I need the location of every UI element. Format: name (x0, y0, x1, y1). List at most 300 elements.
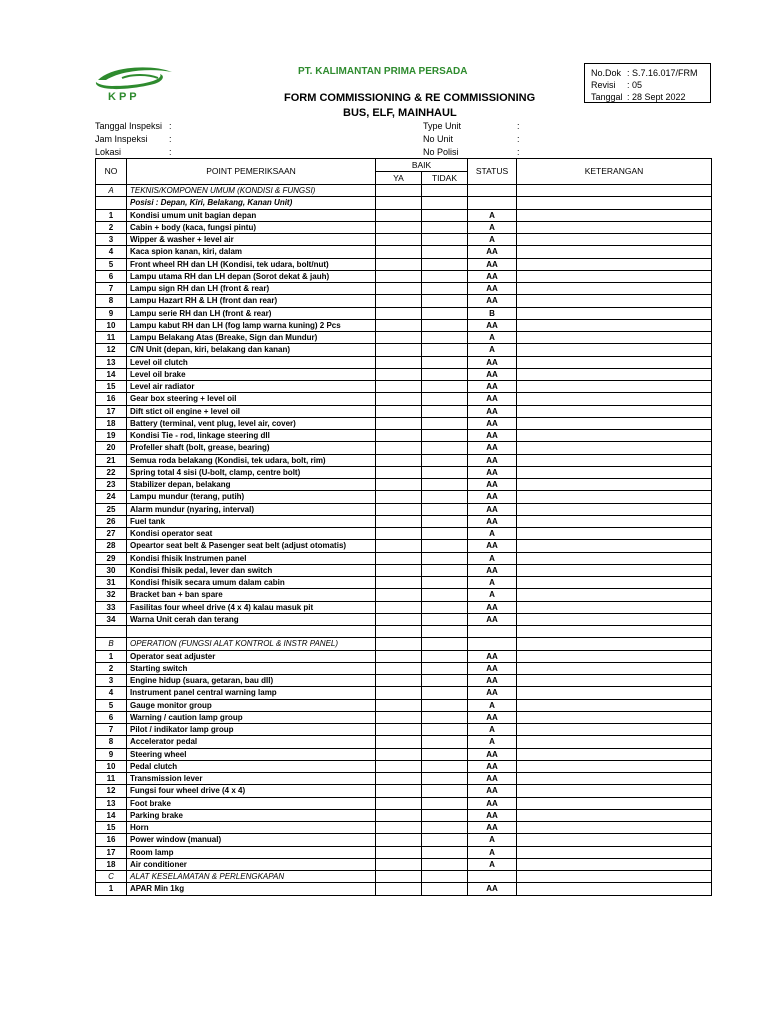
row-ya-cell[interactable] (376, 626, 422, 638)
table-row (96, 577, 712, 589)
row-status: AA (468, 822, 517, 834)
table-row (96, 687, 712, 699)
row-ya-cell[interactable] (376, 846, 422, 858)
row-ya-cell[interactable] (376, 209, 422, 221)
row-keterangan-cell[interactable] (517, 589, 712, 601)
row-keterangan-cell[interactable] (517, 197, 712, 209)
row-keterangan-cell[interactable] (517, 626, 712, 638)
row-no: C (96, 871, 127, 883)
row-keterangan-cell[interactable] (517, 503, 712, 515)
row-keterangan-cell[interactable] (517, 662, 712, 674)
row-tidak-cell[interactable] (422, 809, 468, 821)
row-tidak-cell[interactable] (422, 368, 468, 380)
table-row (96, 711, 712, 723)
row-keterangan-cell[interactable] (517, 724, 712, 736)
row-no: 21 (96, 454, 127, 466)
row-tidak-cell[interactable] (422, 430, 468, 442)
row-no: 4 (96, 246, 127, 258)
row-tidak-cell[interactable] (422, 393, 468, 405)
row-status: AA (468, 883, 517, 895)
row-no: 5 (96, 258, 127, 270)
table-row (96, 699, 712, 711)
row-point: Posisi : Depan, Kiri, Belakang, Kanan Unit) (127, 197, 376, 209)
row-keterangan-cell[interactable] (517, 846, 712, 858)
row-tidak-cell[interactable] (422, 491, 468, 503)
row-tidak-cell[interactable] (422, 650, 468, 662)
row-no: 12 (96, 785, 127, 797)
row-tidak-cell[interactable] (422, 736, 468, 748)
row-no: 34 (96, 613, 127, 625)
row-point: APAR Min 1kg (127, 883, 376, 895)
row-tidak-cell[interactable] (422, 246, 468, 258)
row-ya-cell[interactable] (376, 834, 422, 846)
row-keterangan-cell[interactable] (517, 332, 712, 344)
info-colon: : (517, 134, 520, 144)
row-keterangan-cell[interactable] (517, 540, 712, 552)
row-status: AA (468, 491, 517, 503)
row-tidak-cell[interactable] (422, 381, 468, 393)
row-tidak-cell[interactable] (422, 785, 468, 797)
row-ya-cell[interactable] (376, 405, 422, 417)
row-ya-cell[interactable] (376, 368, 422, 380)
row-ya-cell[interactable] (376, 258, 422, 270)
row-keterangan-cell[interactable] (517, 748, 712, 760)
row-tidak-cell[interactable] (422, 295, 468, 307)
row-keterangan-cell[interactable] (517, 295, 712, 307)
row-no: 20 (96, 442, 127, 454)
row-status: A (468, 724, 517, 736)
row-keterangan-cell[interactable] (517, 552, 712, 564)
row-keterangan-cell[interactable] (517, 638, 712, 650)
row-ya-cell[interactable] (376, 773, 422, 785)
row-keterangan-cell[interactable] (517, 858, 712, 870)
row-keterangan-cell[interactable] (517, 356, 712, 368)
header-no: NO (96, 159, 127, 185)
row-no: 5 (96, 699, 127, 711)
row-tidak-cell[interactable] (422, 283, 468, 295)
row-point: Power window (manual) (127, 834, 376, 846)
table-row (96, 883, 712, 895)
row-tidak-cell[interactable] (422, 258, 468, 270)
row-tidak-cell[interactable] (422, 822, 468, 834)
row-tidak-cell[interactable] (422, 687, 468, 699)
row-tidak-cell[interactable] (422, 466, 468, 478)
row-keterangan-cell[interactable] (517, 283, 712, 295)
row-keterangan-cell[interactable] (517, 368, 712, 380)
row-point: Kondisi fhisik pedal, lever dan switch (127, 564, 376, 576)
row-no: 10 (96, 760, 127, 772)
row-keterangan-cell[interactable] (517, 479, 712, 491)
row-status: AA (468, 258, 517, 270)
row-tidak-cell[interactable] (422, 552, 468, 564)
row-ya-cell[interactable] (376, 662, 422, 674)
table-row (96, 662, 712, 674)
row-ya-cell[interactable] (376, 724, 422, 736)
row-point: Pilot / indikator lamp group (127, 724, 376, 736)
row-tidak-cell[interactable] (422, 332, 468, 344)
doc-revision-row: Revisi : 05 (591, 80, 643, 90)
row-keterangan-cell[interactable] (517, 528, 712, 540)
row-tidak-cell[interactable] (422, 613, 468, 625)
row-keterangan-cell[interactable] (517, 270, 712, 282)
row-tidak-cell[interactable] (422, 307, 468, 319)
row-no: 17 (96, 405, 127, 417)
row-keterangan-cell[interactable] (517, 307, 712, 319)
table-row (96, 332, 712, 344)
row-point: Steering wheel (127, 748, 376, 760)
section-row (96, 185, 712, 197)
row-status: AA (468, 711, 517, 723)
table-row (96, 234, 712, 246)
row-tidak-cell[interactable] (422, 773, 468, 785)
row-tidak-cell[interactable] (422, 871, 468, 883)
row-ya-cell[interactable] (376, 540, 422, 552)
row-ya-cell[interactable] (376, 748, 422, 760)
row-ya-cell[interactable] (376, 528, 422, 540)
row-ya-cell[interactable] (376, 760, 422, 772)
row-keterangan-cell[interactable] (517, 491, 712, 503)
row-keterangan-cell[interactable] (517, 760, 712, 772)
row-ya-cell[interactable] (376, 307, 422, 319)
row-point: Lampu utama RH dan LH depan (Sorot dekat & jauh) (127, 270, 376, 282)
row-tidak-cell[interactable] (422, 209, 468, 221)
row-ya-cell[interactable] (376, 491, 422, 503)
row-point: Wipper & washer + level air (127, 234, 376, 246)
row-point: TEKNIS/KOMPONEN UMUM (KONDISI & FUNGSI) (127, 185, 376, 197)
row-ya-cell[interactable] (376, 466, 422, 478)
row-no: 6 (96, 711, 127, 723)
row-keterangan-cell[interactable] (517, 319, 712, 331)
row-status: AA (468, 246, 517, 258)
row-ya-cell[interactable] (376, 858, 422, 870)
section-row (96, 871, 712, 883)
row-no: 25 (96, 503, 127, 515)
row-tidak-cell[interactable] (422, 675, 468, 687)
table-row (96, 748, 712, 760)
row-ya-cell[interactable] (376, 797, 422, 809)
row-point: Level air radiator (127, 381, 376, 393)
info-lokasi-label: Lokasi (95, 147, 122, 157)
row-tidak-cell[interactable] (422, 748, 468, 760)
row-point: Starting switch (127, 662, 376, 674)
row-tidak-cell[interactable] (422, 417, 468, 429)
row-status: A (468, 552, 517, 564)
row-ya-cell[interactable] (376, 503, 422, 515)
row-point: Parking brake (127, 809, 376, 821)
row-status: AA (468, 601, 517, 613)
row-ya-cell[interactable] (376, 344, 422, 356)
row-keterangan-cell[interactable] (517, 221, 712, 233)
table-row (96, 381, 712, 393)
row-tidak-cell[interactable] (422, 760, 468, 772)
row-point: Air conditioner (127, 858, 376, 870)
row-tidak-cell[interactable] (422, 577, 468, 589)
row-keterangan-cell[interactable] (517, 736, 712, 748)
table-row (96, 283, 712, 295)
table-row (96, 430, 712, 442)
row-tidak-cell[interactable] (422, 319, 468, 331)
row-point: Kondisi operator seat (127, 528, 376, 540)
row-point: Fuel tank (127, 515, 376, 527)
row-status: AA (468, 748, 517, 760)
table-row (96, 246, 712, 258)
row-point: Kondisi Tie - rod, linkage steering dll (127, 430, 376, 442)
row-tidak-cell[interactable] (422, 270, 468, 282)
row-keterangan-cell[interactable] (517, 883, 712, 895)
row-ya-cell[interactable] (376, 442, 422, 454)
row-no: 14 (96, 368, 127, 380)
row-ya-cell[interactable] (376, 564, 422, 576)
row-ya-cell[interactable] (376, 650, 422, 662)
row-ya-cell[interactable] (376, 552, 422, 564)
row-status: A (468, 221, 517, 233)
table-row (96, 466, 712, 478)
row-tidak-cell[interactable] (422, 344, 468, 356)
row-no: 9 (96, 307, 127, 319)
table-row (96, 344, 712, 356)
row-ya-cell[interactable] (376, 699, 422, 711)
row-ya-cell[interactable] (376, 332, 422, 344)
row-point: Horn (127, 822, 376, 834)
row-ya-cell[interactable] (376, 393, 422, 405)
header-baik: BAIK (376, 159, 468, 172)
company-name: PT. KALIMANTAN PRIMA PERSADA (298, 66, 468, 77)
row-tidak-cell[interactable] (422, 834, 468, 846)
row-tidak-cell[interactable] (422, 234, 468, 246)
table-row (96, 601, 712, 613)
row-tidak-cell[interactable] (422, 564, 468, 576)
row-ya-cell[interactable] (376, 687, 422, 699)
row-keterangan-cell[interactable] (517, 442, 712, 454)
row-ya-cell[interactable] (376, 785, 422, 797)
row-keterangan-cell[interactable] (517, 613, 712, 625)
row-keterangan-cell[interactable] (517, 185, 712, 197)
row-status: A (468, 528, 517, 540)
row-keterangan-cell[interactable] (517, 785, 712, 797)
row-ya-cell[interactable] (376, 479, 422, 491)
row-keterangan-cell[interactable] (517, 209, 712, 221)
row-tidak-cell[interactable] (422, 724, 468, 736)
row-keterangan-cell[interactable] (517, 564, 712, 576)
table-row (96, 503, 712, 515)
row-no: 29 (96, 552, 127, 564)
row-status: AA (468, 809, 517, 821)
row-point: Lampu kabut RH dan LH (fog lamp warna kuning) 2 Pcs (127, 319, 376, 331)
row-point: Accelerator pedal (127, 736, 376, 748)
row-status: AA (468, 650, 517, 662)
row-ya-cell[interactable] (376, 711, 422, 723)
row-tidak-cell[interactable] (422, 185, 468, 197)
row-keterangan-cell[interactable] (517, 454, 712, 466)
table-row (96, 552, 712, 564)
row-status: AA (468, 785, 517, 797)
row-ya-cell[interactable] (376, 234, 422, 246)
row-ya-cell[interactable] (376, 577, 422, 589)
row-status: A (468, 736, 517, 748)
row-no: 8 (96, 295, 127, 307)
row-tidak-cell[interactable] (422, 197, 468, 209)
row-ya-cell[interactable] (376, 197, 422, 209)
row-keterangan-cell[interactable] (517, 871, 712, 883)
row-ya-cell[interactable] (376, 356, 422, 368)
row-keterangan-cell[interactable] (517, 699, 712, 711)
row-ya-cell[interactable] (376, 809, 422, 821)
row-point: Transmission lever (127, 773, 376, 785)
row-tidak-cell[interactable] (422, 846, 468, 858)
row-ya-cell[interactable] (376, 270, 422, 282)
row-point: Kondisi fhisik secara umum dalam cabin (127, 577, 376, 589)
row-ya-cell[interactable] (376, 589, 422, 601)
row-point: Kondisi fhisik Instrumen panel (127, 552, 376, 564)
row-status: AA (468, 393, 517, 405)
row-no: 26 (96, 515, 127, 527)
row-no: 28 (96, 540, 127, 552)
row-tidak-cell[interactable] (422, 626, 468, 638)
row-status: AA (468, 454, 517, 466)
row-keterangan-cell[interactable] (517, 650, 712, 662)
row-ya-cell[interactable] (376, 736, 422, 748)
row-tidak-cell[interactable] (422, 515, 468, 527)
row-tidak-cell[interactable] (422, 540, 468, 552)
row-no: 32 (96, 589, 127, 601)
row-ya-cell[interactable] (376, 822, 422, 834)
row-tidak-cell[interactable] (422, 221, 468, 233)
table-row (96, 442, 712, 454)
row-ya-cell[interactable] (376, 430, 422, 442)
row-ya-cell[interactable] (376, 295, 422, 307)
info-colon: : (169, 121, 172, 131)
row-no: 2 (96, 662, 127, 674)
row-no: 10 (96, 319, 127, 331)
row-ya-cell[interactable] (376, 871, 422, 883)
row-tidak-cell[interactable] (422, 479, 468, 491)
row-ya-cell[interactable] (376, 883, 422, 895)
row-keterangan-cell[interactable] (517, 258, 712, 270)
row-status: AA (468, 540, 517, 552)
row-keterangan-cell[interactable] (517, 797, 712, 809)
row-keterangan-cell[interactable] (517, 834, 712, 846)
row-point: Fungsi four wheel drive (4 x 4) (127, 785, 376, 797)
table-row (96, 724, 712, 736)
row-ya-cell[interactable] (376, 675, 422, 687)
info-colon: : (169, 134, 172, 144)
row-status: AA (468, 564, 517, 576)
info-tanggal-label: Tanggal Inspeksi (95, 121, 163, 131)
row-ya-cell[interactable] (376, 417, 422, 429)
row-tidak-cell[interactable] (422, 503, 468, 515)
row-point: Alarm mundur (nyaring, interval) (127, 503, 376, 515)
row-status: AA (468, 442, 517, 454)
row-keterangan-cell[interactable] (517, 822, 712, 834)
row-keterangan-cell[interactable] (517, 430, 712, 442)
row-tidak-cell[interactable] (422, 442, 468, 454)
row-status: AA (468, 356, 517, 368)
row-ya-cell[interactable] (376, 515, 422, 527)
row-keterangan-cell[interactable] (517, 344, 712, 356)
row-keterangan-cell[interactable] (517, 675, 712, 687)
info-jam-label: Jam Inspeksi (95, 134, 148, 144)
row-status: A (468, 834, 517, 846)
row-no: 19 (96, 430, 127, 442)
row-ya-cell[interactable] (376, 319, 422, 331)
row-ya-cell[interactable] (376, 601, 422, 613)
table-row (96, 221, 712, 233)
row-keterangan-cell[interactable] (517, 773, 712, 785)
row-tidak-cell[interactable] (422, 711, 468, 723)
row-tidak-cell[interactable] (422, 454, 468, 466)
row-ya-cell[interactable] (376, 381, 422, 393)
row-tidak-cell[interactable] (422, 858, 468, 870)
row-point: Lampu Hazart RH & LH (front dan rear) (127, 295, 376, 307)
row-tidak-cell[interactable] (422, 601, 468, 613)
row-no: 11 (96, 332, 127, 344)
row-ya-cell[interactable] (376, 613, 422, 625)
table-row (96, 454, 712, 466)
row-point: Lampu Belakang Atas (Breake, Sign dan Mundur) (127, 332, 376, 344)
row-no: 31 (96, 577, 127, 589)
row-no: 12 (96, 344, 127, 356)
row-ya-cell[interactable] (376, 454, 422, 466)
row-no: 1 (96, 209, 127, 221)
row-no (96, 197, 127, 209)
row-tidak-cell[interactable] (422, 589, 468, 601)
header-ya: YA (376, 172, 422, 185)
row-keterangan-cell[interactable] (517, 809, 712, 821)
table-row (96, 368, 712, 380)
row-tidak-cell[interactable] (422, 797, 468, 809)
row-point: ALAT KESELAMATAN & PERLENGKAPAN (127, 871, 376, 883)
row-status: AA (468, 368, 517, 380)
row-keterangan-cell[interactable] (517, 687, 712, 699)
row-keterangan-cell[interactable] (517, 711, 712, 723)
row-tidak-cell[interactable] (422, 638, 468, 650)
row-no: 7 (96, 724, 127, 736)
row-ya-cell[interactable] (376, 638, 422, 650)
row-tidak-cell[interactable] (422, 528, 468, 540)
row-keterangan-cell[interactable] (517, 515, 712, 527)
row-point: Warna Unit cerah dan terang (127, 613, 376, 625)
row-tidak-cell[interactable] (422, 699, 468, 711)
table-row (96, 528, 712, 540)
row-keterangan-cell[interactable] (517, 466, 712, 478)
table-row (96, 773, 712, 785)
row-point: Semua roda belakang (Kondisi, tek udara, bolt, rim) (127, 454, 376, 466)
row-keterangan-cell[interactable] (517, 577, 712, 589)
row-ya-cell[interactable] (376, 246, 422, 258)
row-tidak-cell[interactable] (422, 662, 468, 674)
row-keterangan-cell[interactable] (517, 405, 712, 417)
row-keterangan-cell[interactable] (517, 246, 712, 258)
row-ya-cell[interactable] (376, 185, 422, 197)
table-row (96, 405, 712, 417)
row-point: Gear box steering + level oil (127, 393, 376, 405)
row-tidak-cell[interactable] (422, 356, 468, 368)
table-row (96, 393, 712, 405)
table-row (96, 797, 712, 809)
row-keterangan-cell[interactable] (517, 417, 712, 429)
row-keterangan-cell[interactable] (517, 601, 712, 613)
row-ya-cell[interactable] (376, 221, 422, 233)
row-tidak-cell[interactable] (422, 405, 468, 417)
row-ya-cell[interactable] (376, 283, 422, 295)
table-row (96, 356, 712, 368)
row-keterangan-cell[interactable] (517, 393, 712, 405)
row-point: OPERATION (FUNGSI ALAT KONTROL & INSTR PANEL) (127, 638, 376, 650)
row-status: AA (468, 503, 517, 515)
row-keterangan-cell[interactable] (517, 234, 712, 246)
row-keterangan-cell[interactable] (517, 381, 712, 393)
row-tidak-cell[interactable] (422, 883, 468, 895)
